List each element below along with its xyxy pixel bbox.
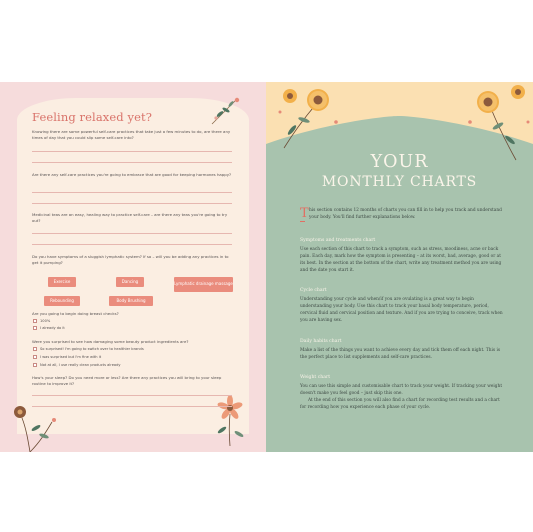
section-text-symptoms: Use each section of this chart to track a symptom, such as stress, moodiness, acne or back pain. Each day, mark how the symptom is presenting – at its worst, bad, average, good or at its best. In the section at the bottom of the chart, write any treatment method you are using and the date you start it. [300,247,502,273]
drop-cap: T [300,206,309,221]
page-title: Feeling relaxed yet? [32,110,152,124]
answer-line [32,162,232,163]
answer-line [32,151,232,152]
checkbox[interactable] [33,355,37,359]
option-rebounding[interactable]: Rebounding [44,296,80,306]
question-2: Are there any self-care practices you're going to embrace that are good for keeping hormones happy? [32,172,232,177]
sunflower-left-icon [274,82,354,152]
question-3: Medicinal teas are an easy, healing way to practice self-care – are there any teas you're going to try out? [32,212,228,223]
section-text-cycle: Understanding your cycle and when/if you are ovulating is a great way to begin understanding your body. Use this chart to track your basal body temperature, period, cervical fluid and cervical position and texture. And if you are trying to conceive, track when you are having sex. [300,297,503,323]
section-text-daily-habits: Make a list of the things you want to achieve every day and tick them off each night. This is the perfect place to list supplements and self-care practices. [300,348,501,360]
section-heading-daily-habits: Daily habits chart [300,339,342,344]
option-body-brushing[interactable]: Body Brushing [109,296,153,306]
checkbox[interactable] [33,326,37,330]
question-7: How's your sleep? Do you need more or less? Are there any practices you will bring to your sleep routine to improve it? [32,375,222,386]
answer-line [32,244,232,245]
chapter-title-line1: YOUR [370,152,429,172]
checkbox-label: I already do it [40,326,65,330]
answer-line [32,233,232,234]
section-heading-symptoms: Symptoms and treatments chart [300,238,376,243]
checkbox[interactable] [33,347,37,351]
question-1: Knowing there are some powerful self-care practices that take just a few minutes to do, are there any times of day that you could slip some self-care into? [32,129,231,140]
drop-cap-accent [300,221,305,222]
question-6: Were you surprised to see how damaging some beauty product ingredients are? [32,339,189,344]
floral-sprig-icon [206,94,246,128]
intro-text: his section contains 12 months of charts you can fill in to help you track and understand your body. You'll find further explanations below. [309,208,502,220]
option-dancing[interactable]: Dancing [116,277,144,287]
section-text-weight-2: At the end of this section you will also find a chart for recording test results and a chart for recording how you experience each phase of your cycle. [300,398,500,410]
section-heading-cycle: Cycle chart [300,288,327,293]
answer-line [32,192,232,193]
checkbox-label: I was surprised but I'm fine with it [40,355,102,359]
section-text-weight: You can use this simple and customisable chart to track your weight. If tracking your weight doesn't make you feel good – just skip this one. [300,384,503,396]
checkbox-label: So surprised! I'm going to switch over to healthier brands [40,347,144,351]
question-5: Are you going to begin doing breast checks? [32,311,119,316]
sunflower-right-icon [456,82,533,162]
checkbox-label: 100% [40,319,51,323]
flower-icon [205,390,255,446]
checkbox-label: Not at all, I use really clean products already [40,363,121,367]
answer-line [32,203,232,204]
answer-line [32,395,232,396]
option-exercise[interactable]: Exercise [48,277,76,287]
floral-cluster-icon [0,392,70,452]
chapter-title-line2: MONTHLY CHARTS [321,174,478,190]
checkbox[interactable] [33,363,37,367]
checkbox[interactable] [33,319,37,323]
option-lymphatic-drainage-massage[interactable]: Lymphatic drainage massage [174,277,233,292]
question-4: Do you have symptoms of a sluggish lymphatic system? If so – will you be adding any practices in to get it pumping? [32,254,229,265]
section-heading-weight: Weight chart [300,375,331,380]
answer-line [32,406,232,407]
